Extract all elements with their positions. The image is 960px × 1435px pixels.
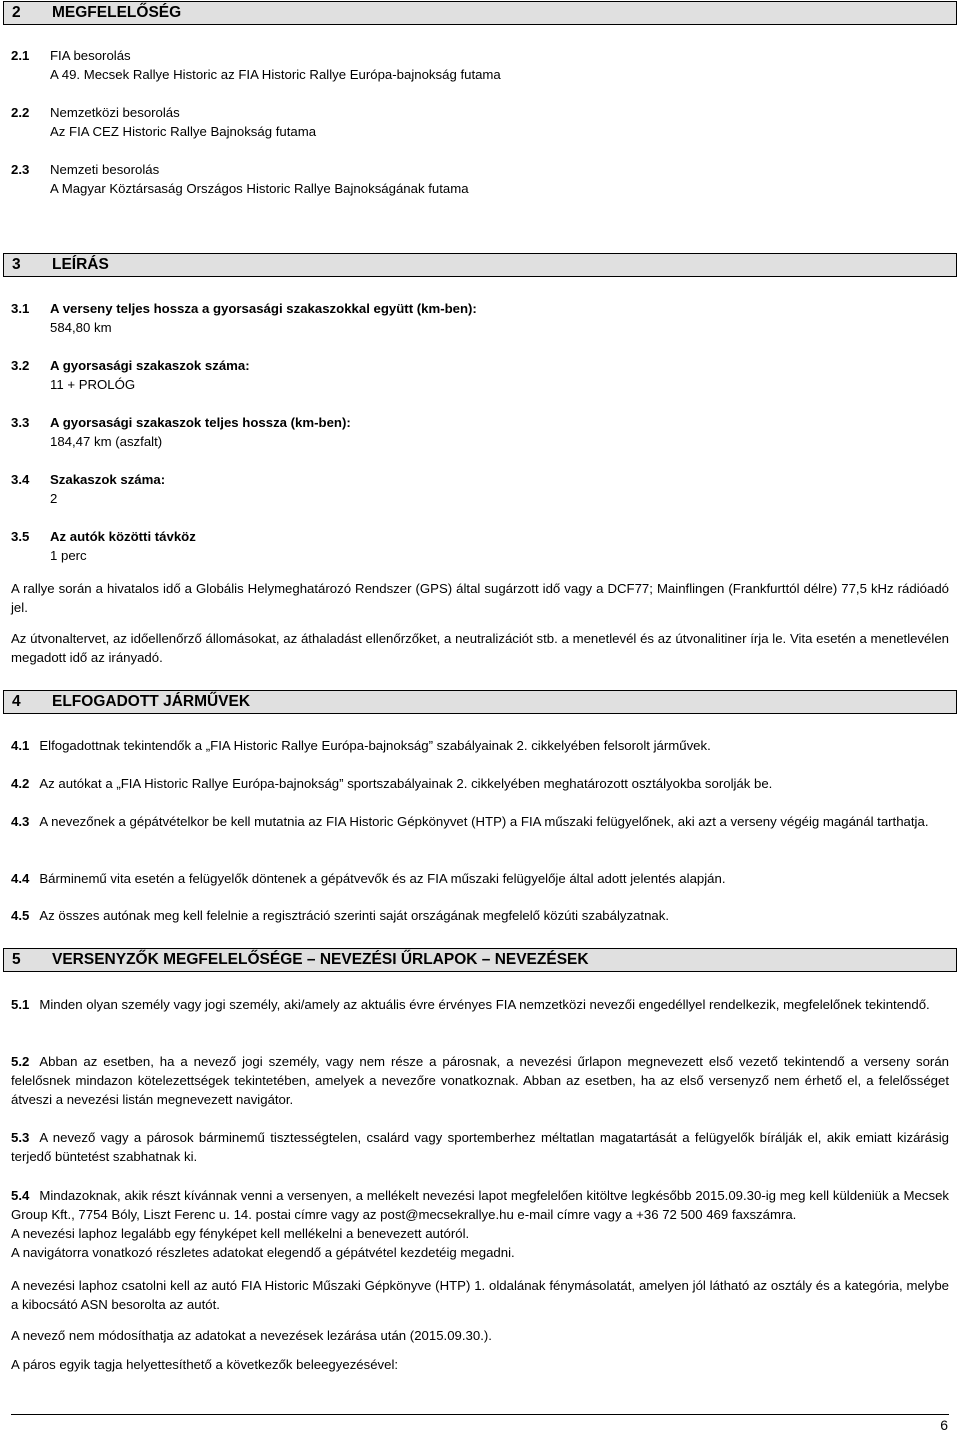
item-4-3	[11, 812, 949, 831]
item-5-2	[11, 1052, 949, 1109]
item-value: A Magyar Köztársaság Országos Historic Rallye Bajnokságának futama	[50, 181, 469, 196]
item-text: Bárminemű vita esetén a felügyelők döntenek a gépátvevők és az FIA műszaki felügyelője által adott jelentés alapján.	[39, 871, 726, 886]
item-number: 3.3	[11, 415, 30, 430]
paragraph-itinerary: Az útvonaltervet, az időellenőrző állomásokat, az áthaladást ellenőrzőket, a neutralizációt stb. a menetlevél és az útvonalitiner írja le. Vita esetén a menetlevélen megadott idő az irányadó.	[11, 631, 949, 665]
item-number: 3.1	[11, 301, 30, 316]
section-title: LEÍRÁS	[52, 256, 109, 273]
item-number: 2.2	[11, 105, 30, 120]
item-number: 5.2	[11, 1054, 30, 1069]
item-title: FIA besorolás	[50, 48, 131, 63]
page-number: 6	[940, 1417, 948, 1433]
item-number: 4.3	[11, 814, 30, 829]
item-number: 4.2	[11, 776, 30, 791]
section-title: VERSENYZŐK MEGFELELŐSÉGE – NEVEZÉSI ŰRLAPOK – NEVEZÉSEK	[52, 951, 589, 968]
item-text-navigator: A navigátorra vonatkozó részletes adatokat elegendő a gépátvétel kezdetéig megadni.	[11, 1245, 515, 1260]
item-text: Elfogadottnak tekintendők a „FIA Historic Rallye Európa-bajnokság” szabályainak 2. cikkelyében felsorolt járművek.	[39, 738, 711, 753]
item-title: Nemzetközi besorolás	[50, 105, 180, 120]
paragraph-official-time: A rallye során a hivatalos idő a Globális Helymeghatározó Rendszer (GPS) által sugárzott idő vagy a DCF77; Mainflingen (Frankfurttól délre) 77,5 kHz rádióadó jel.	[11, 581, 949, 615]
item-number: 4.1	[11, 738, 30, 753]
section-heading-2	[3, 1, 957, 25]
item-text-photo: A nevezési laphoz legalább egy fényképet kell mellékelni a benevezett autóról.	[11, 1226, 470, 1241]
item-text: Az autókat a „FIA Historic Rallye Európa-bajnokság” sportszabályainak 2. cikkelyében meghatározott osztályokba sorolják be.	[39, 776, 773, 791]
item-title: A verseny teljes hossza a gyorsasági szakaszokkal együtt (km-ben):	[50, 301, 477, 316]
item-value: 184,47 km (aszfalt)	[50, 434, 163, 449]
paragraph-crew-substitution: A páros egyik tagja helyettesíthető a következők beleegyezésével:	[11, 1357, 399, 1372]
item-text: Mindazoknak, akik részt kívánnak venni a versenyen, a mellékelt nevezési lapot megfelelően kitöltve legkésőbb 2015.09.30-ig meg kell küldeniük a Mecsek Group Kft., 7754 Bóly, Liszt Ferenc u. 14. postai címre vagy az post@mecsekrallye.hu e-mail címre vagy a +36 72 500 469 faxszámra.	[11, 1188, 949, 1222]
section-number: 3	[12, 256, 21, 273]
section-heading-4	[3, 690, 957, 714]
item-text: Az összes autónak meg kell felelnie a regisztráció szerinti saját országának megfelelő közúti szabályzatnak.	[39, 908, 669, 923]
item-text: Minden olyan személy vagy jogi személy, aki/amely az aktuális évre érvényes FIA nemzetközi nevezői engedéllyel rendelkezik, megfelelőnek tekintendő.	[39, 997, 930, 1012]
item-title: Az autók közötti távköz	[50, 529, 196, 544]
item-4-2	[11, 774, 949, 793]
item-text: A nevező vagy a párosok bárminemű tisztességtelen, csalárd vagy sportemberhez méltatlan magatartását a felügyelők bírálják el, akik emiatt kizárásig terjedő büntetést szabhatnak ki.	[11, 1130, 949, 1164]
item-4-5	[11, 906, 949, 925]
item-value: 2	[50, 491, 58, 506]
item-number: 5.1	[11, 997, 30, 1012]
item-value: Az FIA CEZ Historic Rallye Bajnokság futama	[50, 124, 317, 139]
item-value: 1 perc	[50, 548, 87, 563]
item-5-1	[11, 995, 949, 1014]
item-number: 3.5	[11, 529, 30, 544]
item-number: 5.4	[11, 1188, 30, 1203]
section-title: MEGFELELŐSÉG	[52, 4, 182, 21]
item-number: 2.1	[11, 48, 30, 63]
item-title: Szakaszok száma:	[50, 472, 166, 487]
item-number: 5.3	[11, 1130, 30, 1145]
paragraph-htp-copy: A nevezési laphoz csatolni kell az autó FIA Historic Műszaki Gépkönyve (HTP) 1. oldalának fénymásolatát, amelyen jól látható az osztály és a kategória, melybe a kibocsátó ASN besorolta az autót.	[11, 1278, 949, 1312]
item-value: A 49. Mecsek Rallye Historic az FIA Historic Rallye Európa-bajnokság futama	[50, 67, 501, 82]
section-number: 2	[12, 4, 21, 21]
section-number: 5	[12, 951, 21, 968]
paragraph-no-modification: A nevező nem módosíthatja az adatokat a nevezések lezárása után (2015.09.30.).	[11, 1328, 492, 1343]
section-number: 4	[12, 693, 21, 710]
item-5-3	[11, 1128, 949, 1166]
item-5-4	[11, 1186, 949, 1262]
item-number: 3.2	[11, 358, 30, 373]
item-4-4	[11, 869, 949, 888]
item-number: 2.3	[11, 162, 30, 177]
item-value: 584,80 km	[50, 320, 112, 335]
item-text: A nevezőnek a gépátvételkor be kell mutatnia az FIA Historic Gépkönyvet (HTP) a FIA műszaki felügyelőnek, aki azt a verseny végéig magánál tarthatja.	[39, 814, 929, 829]
item-number: 4.4	[11, 871, 30, 886]
item-title: A gyorsasági szakaszok teljes hossza (km-ben):	[50, 415, 351, 430]
section-heading-3	[3, 253, 957, 277]
item-title: Nemzeti besorolás	[50, 162, 160, 177]
item-value: 11 + PROLÓG	[50, 377, 136, 392]
item-number: 4.5	[11, 908, 30, 923]
footer-divider	[11, 1414, 949, 1415]
section-title: ELFOGADOTT JÁRMŰVEK	[52, 693, 251, 710]
section-heading-5	[3, 948, 957, 972]
item-text: Abban az esetben, ha a nevező jogi személy, vagy nem része a párosnak, a nevezési űrlapon megnevezett első vezető tekintendő a verseny során felelősnek mindazon kötelezettségek tekintetében, amelyek a nevezőre vonatkoznak. Abban az esetben, ha az első versenyző nem érhető el, a felelősséget átveszi a nevezési listán megnevezett navigátor.	[11, 1054, 949, 1107]
item-title: A gyorsasági szakaszok száma:	[50, 358, 250, 373]
item-number: 3.4	[11, 472, 30, 487]
item-4-1	[11, 736, 949, 755]
